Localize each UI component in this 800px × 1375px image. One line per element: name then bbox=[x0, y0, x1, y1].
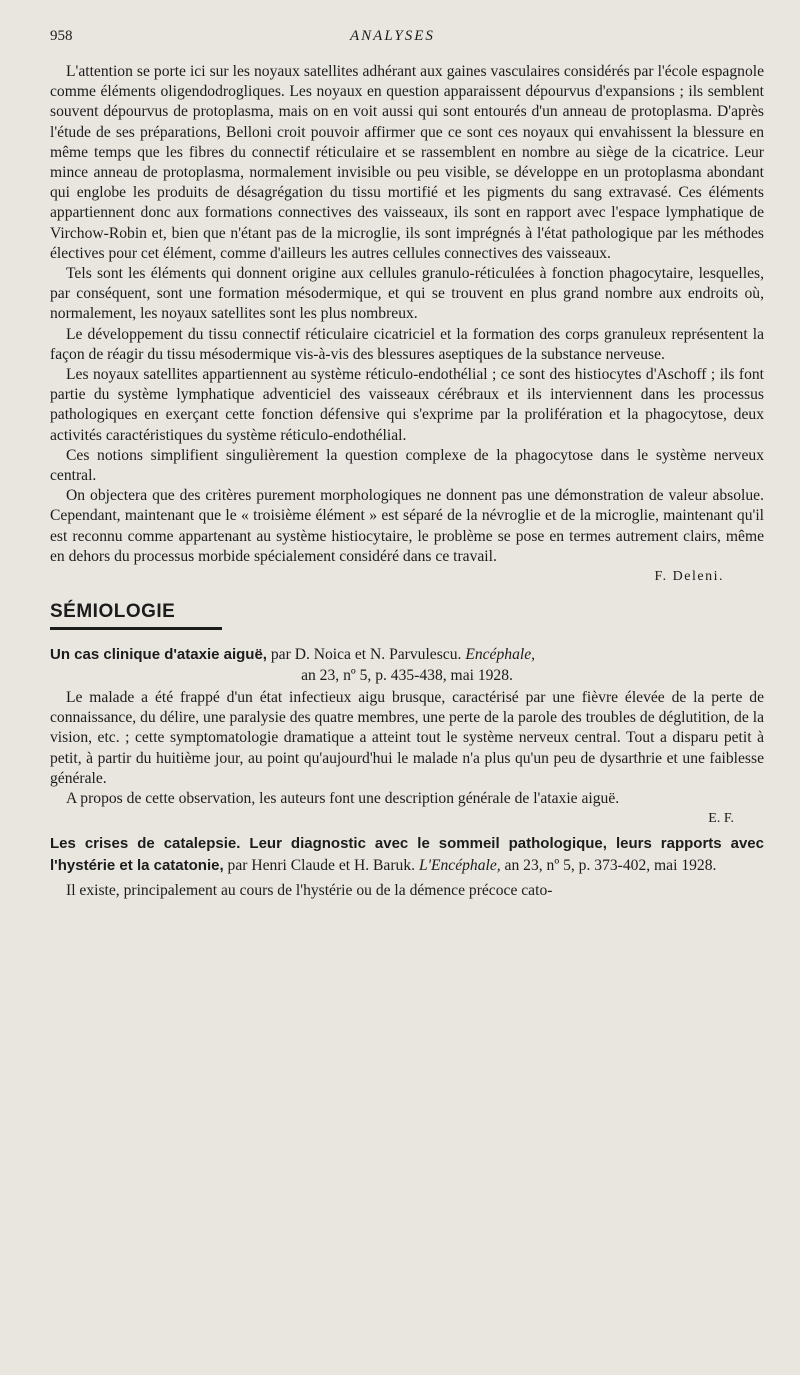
paragraph: L'attention se porte ici sur les noyaux satellites adhérant aux gaines vasculaires considérés par l'école espagnole comme éléments oligendodrogliques. Les noyaux en question apparaissent dépourvus d'expansions ; ils semblent souvent dépourvus de protoplasma, mais on en voit aussi qui sont entourés d'un anneau de protoplasma. D'après l'étude de ses préparations, Belloni croit pouvoir affirmer que ce sont ces noyaux qui envahissent la blessure en même temps que les fibres du connectif réticulaire et se rassemblent en nombre au siège de la cicatrice. Leur mince anneau de protoplasma, normalement invisible ou peu visible, se développe en un protoplasma abondant qui englobe les produits de désagrégation du tissu mortifié et les pigments du sang extravasé. Ces éléments appartiennent donc aux formations connectives des vaisseaux, ils sont en rapport avec l'espace lymphatique de Virchow-Robin et, bien que n'étant pas de la microglie, ils sont imprégnés à l'état pathologique par les méthodes électives pour cet élément, comme d'ailleurs les autres cellules connectives des vaisseaux. bbox=[50, 63, 764, 262]
page-header bbox=[50, 28, 764, 62]
section-underline bbox=[50, 627, 222, 630]
paragraph: Tels sont les éléments qui donnent origine aux cellules granulo-réticulées à fonction phagocytaire, lesquelles, par conséquent, sont une formation mésodermique, et qui se trouvent en plus grand nombre aux endroits où, normalement, les noyaux satellites sont les plus nombreux. bbox=[50, 265, 764, 323]
paragraph: On objectera que des critères purement morphologiques ne donnent pas une démonstration de valeur absolue. Cependant, maintenant que le « troisième élément » est séparé de la névroglie et de la microglie, maintenant qu'il est reconnu comme appartenant au système histiocytaire, le problème se pose en termes autrement clairs, même en dehors du processus morbide spécialement considéré dans ce travail. bbox=[50, 487, 764, 565]
article-authors: par D. Noica et N. Parvulescu. bbox=[266, 646, 466, 664]
article-authors: par Henri Claude et H. Baruk. bbox=[223, 857, 419, 875]
review-body bbox=[50, 62, 764, 567]
page-number: 958 bbox=[50, 28, 73, 44]
article-title-line bbox=[50, 833, 764, 877]
article-title-line bbox=[50, 644, 764, 666]
paragraph: Il existe, principalement au cours de l'hystérie ou de la démence précoce cato- bbox=[66, 882, 553, 900]
article-title: Un cas clinique d'ataxie aiguë, bbox=[50, 646, 267, 664]
section-heading: SÉMIOLOGIE bbox=[50, 601, 176, 623]
paragraph: Le développement du tissu connectif réticulaire cicatriciel et la formation des corps granuleux représentent la façon de réagir du tissu mésodermique vis-à-vis des blessures aseptiques de la substance nerveuse. bbox=[50, 325, 764, 363]
paragraph: A propos de cette observation, les auteurs font une description générale de l'ataxie aiguë. bbox=[66, 790, 620, 808]
article-entry bbox=[50, 644, 764, 829]
article-reference: an 23, nº 5, p. 373-402, mai 1928. bbox=[500, 857, 717, 875]
paragraph: Le malade a été frappé d'un état infectieux aigu brusque, caractérisé par une fièvre élevée de la perte de connaissance, du délire, une paralysie des quatre membres, une perte de la parole des troubles de déglutition, de la vision, etc. ; cette symptomatologie dramatique a atteint tout le système nerveux central. Tout a disparu petit à petit, à partir du huitième jour, au point qu'aujourd'hui le malade n'a plus qu'un peu de dysarthrie et une faiblesse générale. bbox=[50, 689, 764, 787]
article-entry bbox=[50, 833, 764, 901]
article-journal: Encéphale, bbox=[465, 646, 536, 664]
article-journal: L'Encéphale, bbox=[418, 857, 501, 875]
reviewer-initials: E. F. bbox=[708, 811, 734, 827]
article-reference: an 23, nº 5, p. 435-438, mai 1928. bbox=[301, 667, 513, 685]
reviewer-signature: F. Deleni. bbox=[654, 569, 724, 585]
article-title: Les crises de catalepsie. Leur diagnostic avec le sommeil pathologique, leurs rapports avec l'hystérie et la catatonie, bbox=[50, 835, 764, 875]
paragraph: Ces notions simplifient singulièrement la question complexe de la phagocytose dans le système nerveux central. bbox=[50, 446, 764, 485]
running-title: ANALYSES bbox=[350, 28, 435, 44]
paragraph: Les noyaux satellites appartiennent au système réticulo-endothélial ; ce sont des histiocytes d'Aschoff ; ils font partie du système lymphatique adventiciel des vaisseaux cérébraux et ils interviennent dans les processus pathologiques en exerçant cette fonction défensive qui s'exprime par la prolifération et la phagocytose, deux activités caractéristiques du système réticulo-endothélial. bbox=[50, 366, 764, 444]
